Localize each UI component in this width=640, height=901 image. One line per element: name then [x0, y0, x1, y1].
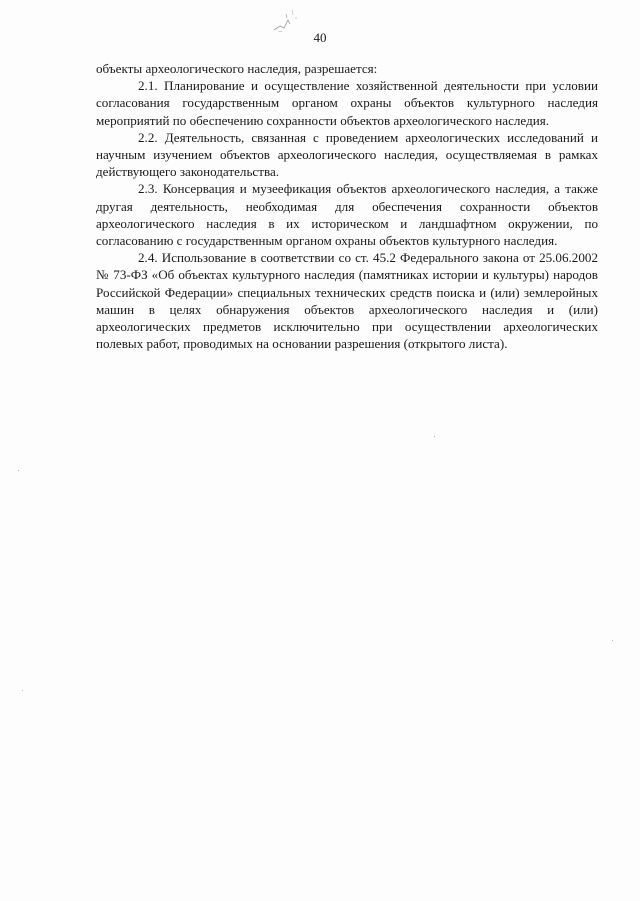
paragraph-2-1: [96, 77, 598, 129]
paragraph-text: Использование в соответствии со ст. 45.2 Федерального закона от 25.06.2002 № 73-ФЗ «Об объектах культурного наследия (памятниках истории и культуры) народов Российской Федерации» специальных технических средств поиска и (или) землеройных машин в целях обнаружения объектов археологического наследия и (или) археологических предметов исключительно при осуществлении археологических полевых работ, проводимых на основании разрешения (открытого листа).: [96, 250, 598, 352]
scan-speck: [18, 470, 19, 471]
paragraph-2-3: [96, 180, 598, 249]
paragraph-text: Планирование и осуществление хозяйственной деятельности при условии согласования государственным органом охраны объектов культурного наследия мероприятий по обеспечению сохранности объектов археологического наследия.: [96, 78, 598, 128]
paragraph-text: Консервация и музеефикация объектов археологического наследия, а также другая деятельность, необходимая для обеспечения сохранности объектов археологического наследия в их историческом и ландшафтном окружении, по согласованию с государственным органом охраны объектов культурного наследия.: [96, 181, 598, 249]
paragraph-number: 2.2.: [138, 129, 158, 145]
scan-speck: [434, 436, 435, 437]
paragraph-number: 2.3.: [138, 181, 158, 197]
paragraph-2-2: [96, 129, 598, 181]
paragraph-number: 2.1.: [138, 78, 158, 94]
paragraph-text: Деятельность, связанная с проведением археологических исследований и научным изучением объектов археологического наследия, осуществляемая в рамках действующего законодательства.: [96, 129, 598, 180]
paragraph-intro: [96, 60, 598, 77]
paragraph-number: 2.4.: [138, 250, 158, 266]
paragraph-2-4: [96, 249, 598, 352]
document-body: [96, 60, 598, 352]
scan-speck: [22, 690, 23, 691]
page-number: 40: [313, 30, 327, 45]
paragraph-text: объекты археологического наследия, разрешается:: [96, 61, 378, 76]
scan-speck: [612, 640, 613, 641]
